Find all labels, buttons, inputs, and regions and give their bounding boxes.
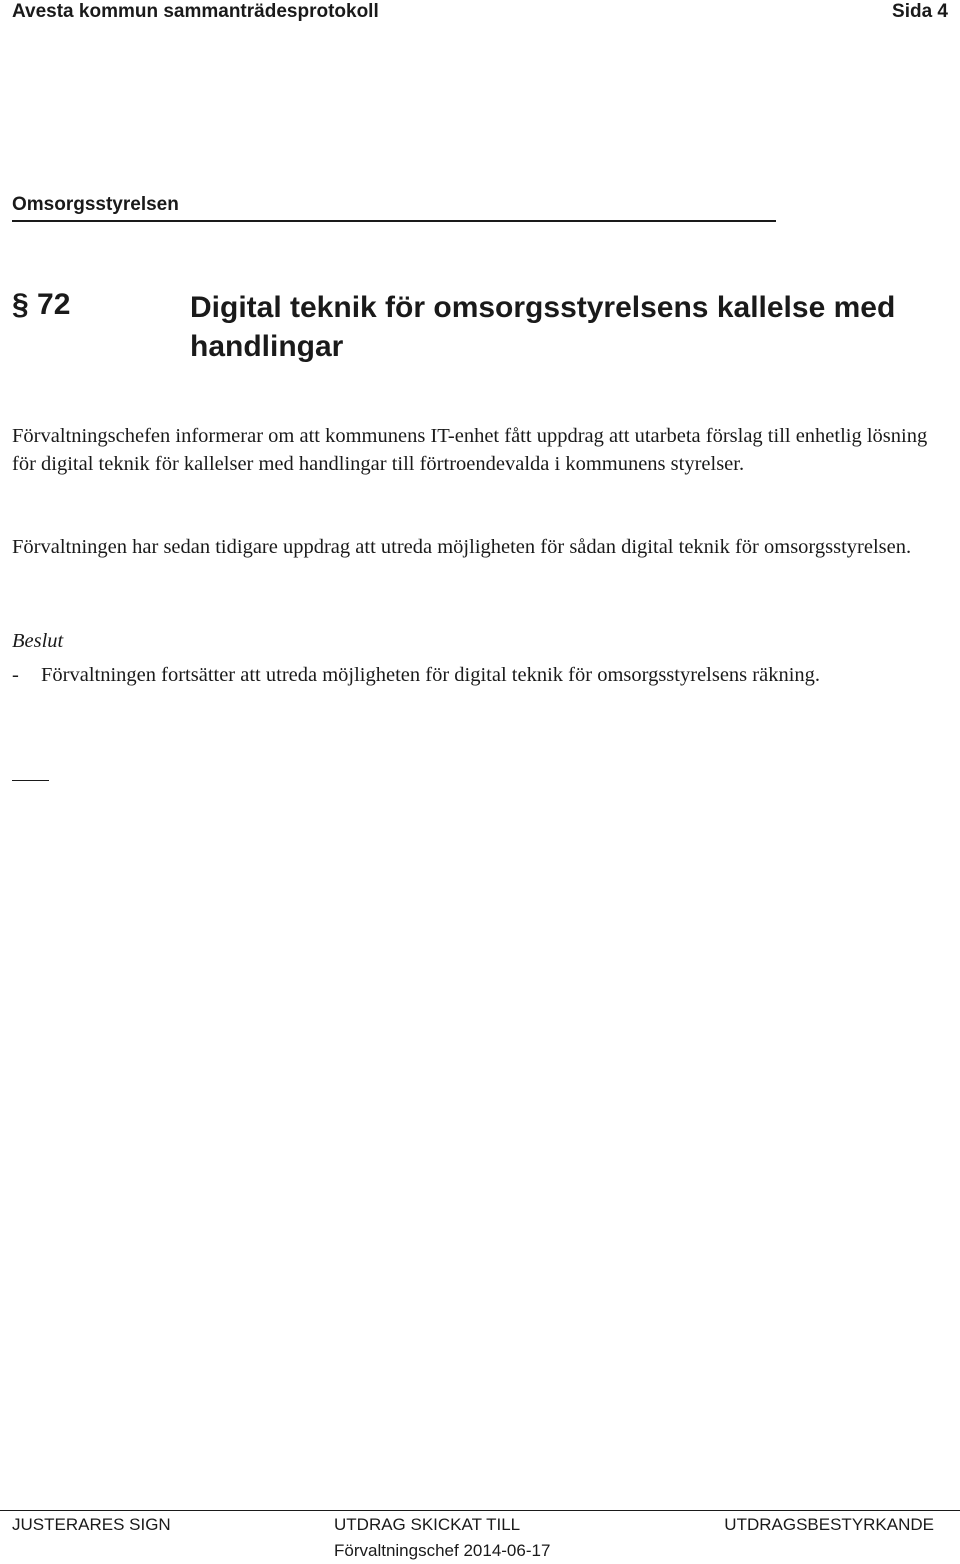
page-number: Sida 4: [892, 1, 948, 22]
paragraph-title: Digital teknik för omsorgsstyrelsens kallelse med handlingar: [190, 291, 896, 363]
footer-recipient: Förvaltningschef 2014-06-17: [334, 1541, 551, 1560]
footer-utdrag-skickat-till: UTDRAG SKICKAT TILL: [334, 1515, 521, 1534]
page-header: [12, 0, 948, 24]
decision-label: Beslut: [12, 630, 64, 652]
body-paragraph-2: Förvaltningen har sedan tidigare uppdrag att utreda möjligheten för sådan digital teknik för omsorgsstyrelsen.: [12, 536, 912, 558]
section-heading: Omsorgsstyrelsen: [12, 194, 179, 215]
body-paragraph-1: Förvaltningschefen informerar om att kommunens IT-enhet fått uppdrag att utarbeta förslag till enhetlig lösning för digital teknik för kallelser med handlingar till förtroendevalda i kommunens styrelser.: [12, 425, 928, 475]
decision-list: [12, 661, 942, 689]
page-footer: [0, 1515, 960, 1564]
footer-divider: [0, 1510, 960, 1511]
document-title: Avesta kommun sammanträdesprotokoll: [12, 1, 379, 22]
footer-justerares-sign: JUSTERARES SIGN: [12, 1515, 171, 1534]
list-bullet: -: [12, 664, 19, 686]
list-item-text: Förvaltningen fortsätter att utreda möjligheten för digital teknik för omsorgsstyrelsens räkning.: [41, 664, 821, 686]
list-item: [12, 661, 942, 689]
paragraph-number: § 72: [12, 288, 71, 321]
footer-utdragsbestyrkande: UTDRAGSBESTYRKANDE: [724, 1515, 934, 1534]
section-divider: [12, 220, 776, 222]
end-of-paragraph-rule: [12, 780, 49, 781]
